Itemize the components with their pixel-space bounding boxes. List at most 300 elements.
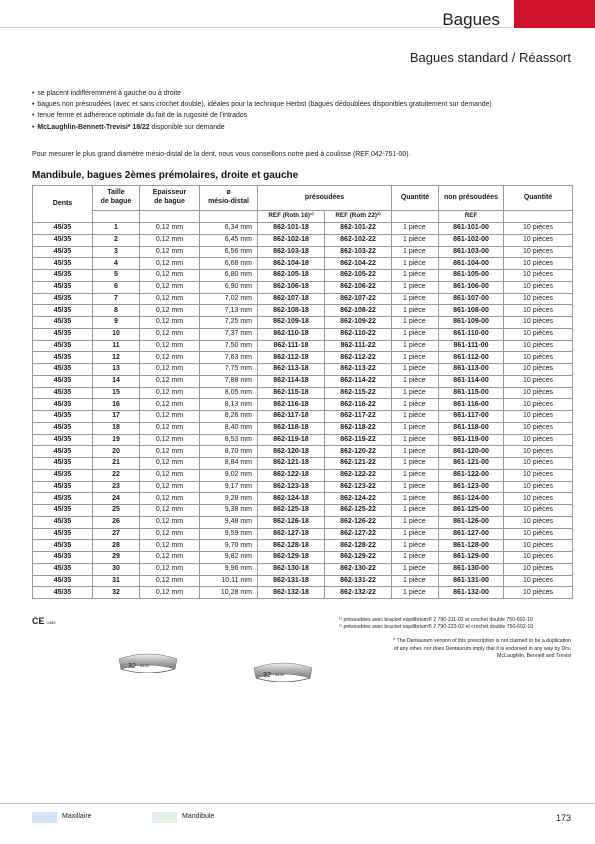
cell-ref-roth-22: 862-113-22 (325, 364, 392, 376)
cell-quantite-2: 10 pièces (504, 469, 573, 481)
cell-epaisseur: 0,12 mm (140, 399, 200, 411)
cell-diametre: 10,11 mm (200, 575, 258, 587)
cell-dents: 45/35 (33, 505, 93, 517)
feature-item: • bagues non présoudées (avec et sans crochet double), idéales pour la technique Herbst (bagues dédoublées disponibles gratuitement sur demande) (32, 99, 492, 110)
cell-ref-non-presoudee: 861-122-00 (439, 469, 504, 481)
cell-ref-roth-18: 862-103-18 (258, 246, 325, 258)
cell-epaisseur: 0,12 mm (140, 411, 200, 423)
cell-ref-roth-22: 862-120-22 (325, 446, 392, 458)
table-row (33, 505, 573, 517)
cell-dents: 45/35 (33, 493, 93, 505)
cell-quantite-2: 10 pièces (504, 305, 573, 317)
cell-taille: 6 (93, 281, 140, 293)
feature-list (32, 88, 492, 133)
cell-epaisseur: 0,12 mm (140, 552, 200, 564)
table-row (33, 469, 573, 481)
table-body (33, 223, 573, 599)
cell-ref-roth-18: 862-102-18 (258, 234, 325, 246)
cell-ref-roth-18: 862-112-18 (258, 352, 325, 364)
cell-ref-non-presoudee: 861-132-00 (439, 587, 504, 599)
cell-diametre: 9,96 mm (200, 563, 258, 575)
cell-quantite-2: 10 pièces (504, 387, 573, 399)
cell-dents: 45/35 (33, 364, 93, 376)
cell-diametre: 6,34 mm (200, 223, 258, 235)
cell-ref-roth-22: 862-106-22 (325, 281, 392, 293)
cell-quantite: 1 pièce (392, 328, 439, 340)
cell-ref-roth-18: 862-101-18 (258, 223, 325, 235)
cell-ref-roth-22: 862-122-22 (325, 469, 392, 481)
cell-diametre: 7,02 mm (200, 293, 258, 305)
cell-ref-roth-18: 862-123-18 (258, 481, 325, 493)
cell-quantite: 1 pièce (392, 399, 439, 411)
cell-diametre: 7,63 mm (200, 352, 258, 364)
cell-ref-roth-22: 862-116-22 (325, 399, 392, 411)
cell-quantite: 1 pièce (392, 528, 439, 540)
cell-ref-non-presoudee: 861-113-00 (439, 364, 504, 376)
cell-ref-roth-18: 862-117-18 (258, 411, 325, 423)
cell-ref-non-presoudee: 861-126-00 (439, 516, 504, 528)
cell-diametre: 6,68 mm (200, 258, 258, 270)
cell-ref-non-presoudee: 861-119-00 (439, 434, 504, 446)
cell-diametre: 6,56 mm (200, 246, 258, 258)
cell-quantite: 1 pièce (392, 587, 439, 599)
col-header-diametre: ø mésio-distal (200, 186, 258, 211)
cell-ref-non-presoudee: 861-101-00 (439, 223, 504, 235)
page-header-title: Bagues (442, 10, 500, 29)
cell-diametre: 9,59 mm (200, 528, 258, 540)
subheader-empty (392, 211, 439, 223)
cell-ref-non-presoudee: 861-112-00 (439, 352, 504, 364)
measure-note: Pour mesurer le plus grand diamètre mésio-distal de la dent, nous vous conseillons notre pied à coulisse (REF 042-751-00). (32, 151, 411, 158)
header-rule (0, 27, 512, 28)
cell-quantite: 1 pièce (392, 387, 439, 399)
table-row (33, 434, 573, 446)
cell-taille: 11 (93, 340, 140, 352)
subheader-empty (200, 211, 258, 223)
cell-quantite-2: 10 pièces (504, 234, 573, 246)
cell-quantite-2: 10 pièces (504, 375, 573, 387)
cell-ref-non-presoudee: 861-117-00 (439, 411, 504, 423)
cell-quantite: 1 pièce (392, 281, 439, 293)
cell-quantite-2: 10 pièces (504, 505, 573, 517)
cell-diametre: 9,28 mm (200, 493, 258, 505)
cell-epaisseur: 0,12 mm (140, 340, 200, 352)
cell-dents: 45/35 (33, 246, 93, 258)
table-row (33, 293, 573, 305)
cell-quantite: 1 pièce (392, 258, 439, 270)
cell-epaisseur: 0,12 mm (140, 246, 200, 258)
cell-diametre: 6,90 mm (200, 281, 258, 293)
cell-quantite-2: 10 pièces (504, 493, 573, 505)
cell-epaisseur: 0,12 mm (140, 317, 200, 329)
cell-taille: 12 (93, 352, 140, 364)
cell-quantite-2: 10 pièces (504, 540, 573, 552)
cell-ref-roth-22: 862-103-22 (325, 246, 392, 258)
cell-ref-roth-22: 862-118-22 (325, 422, 392, 434)
cell-quantite: 1 pièce (392, 223, 439, 235)
cell-ref-non-presoudee: 861-131-00 (439, 575, 504, 587)
cell-dents: 45/35 (33, 375, 93, 387)
cell-taille: 5 (93, 270, 140, 282)
table-row (33, 305, 573, 317)
orthodontic-band-image-2 (248, 660, 318, 682)
cell-ref-roth-18: 862-126-18 (258, 516, 325, 528)
col-header-presoudees: présoudées (258, 186, 392, 211)
cell-diametre: 7,75 mm (200, 364, 258, 376)
cell-taille: 29 (93, 552, 140, 564)
cell-ref-non-presoudee: 861-125-00 (439, 505, 504, 517)
cell-quantite: 1 pièce (392, 364, 439, 376)
cell-ref-roth-22: 862-121-22 (325, 458, 392, 470)
cell-taille: 8 (93, 305, 140, 317)
cell-ref-roth-22: 862-126-22 (325, 516, 392, 528)
subheader-empty (140, 211, 200, 223)
ce-mark: CE 0483 (32, 616, 56, 626)
cell-quantite: 1 pièce (392, 552, 439, 564)
cell-diametre: 8,05 mm (200, 387, 258, 399)
col-header-taille: Taille de bague (93, 186, 140, 211)
cell-epaisseur: 0,12 mm (140, 575, 200, 587)
cell-ref-roth-18: 862-104-18 (258, 258, 325, 270)
svg-text:5445: 5445 (140, 663, 149, 668)
cell-taille: 4 (93, 258, 140, 270)
cell-quantite: 1 pièce (392, 293, 439, 305)
cell-ref-roth-18: 862-132-18 (258, 587, 325, 599)
cell-dents: 45/35 (33, 575, 93, 587)
cell-diametre: 6,80 mm (200, 270, 258, 282)
cell-dents: 45/35 (33, 422, 93, 434)
feature-item: • tenue ferme et adhérence optimale du fait de la rugosité de l'intrados (32, 110, 492, 121)
cell-epaisseur: 0,12 mm (140, 387, 200, 399)
cell-epaisseur: 0,12 mm (140, 422, 200, 434)
cell-quantite-2: 10 pièces (504, 552, 573, 564)
cell-ref-roth-22: 862-110-22 (325, 328, 392, 340)
cell-dents: 45/35 (33, 223, 93, 235)
cell-quantite-2: 10 pièces (504, 317, 573, 329)
cell-quantite-2: 10 pièces (504, 528, 573, 540)
cell-taille: 10 (93, 328, 140, 340)
table-row (33, 493, 573, 505)
cell-ref-non-presoudee: 861-110-00 (439, 328, 504, 340)
cell-ref-non-presoudee: 861-106-00 (439, 281, 504, 293)
cell-diametre: 8,40 mm (200, 422, 258, 434)
cell-quantite-2: 10 pièces (504, 223, 573, 235)
cell-ref-non-presoudee: 861-127-00 (439, 528, 504, 540)
cell-quantite: 1 pièce (392, 469, 439, 481)
cell-dents: 45/35 (33, 305, 93, 317)
cell-quantite-2: 10 pièces (504, 364, 573, 376)
cell-ref-roth-18: 862-111-18 (258, 340, 325, 352)
product-table (32, 185, 573, 599)
cell-ref-roth-22: 862-129-22 (325, 552, 392, 564)
cell-epaisseur: 0,12 mm (140, 352, 200, 364)
cell-quantite: 1 pièce (392, 246, 439, 258)
cell-taille: 13 (93, 364, 140, 376)
cell-diametre: 9,17 mm (200, 481, 258, 493)
table-row (33, 246, 573, 258)
table-row (33, 422, 573, 434)
cell-taille: 14 (93, 375, 140, 387)
subheader-empty (93, 211, 140, 223)
cell-diametre: 9,38 mm (200, 505, 258, 517)
cell-epaisseur: 0,12 mm (140, 270, 200, 282)
cell-epaisseur: 0,12 mm (140, 364, 200, 376)
cell-ref-roth-22: 862-123-22 (325, 481, 392, 493)
table-row (33, 352, 573, 364)
cell-quantite-2: 10 pièces (504, 422, 573, 434)
cell-ref-roth-22: 862-108-22 (325, 305, 392, 317)
cell-epaisseur: 0,12 mm (140, 528, 200, 540)
cell-taille: 25 (93, 505, 140, 517)
table-row (33, 270, 573, 282)
cell-ref-roth-22: 862-109-22 (325, 317, 392, 329)
cell-dents: 45/35 (33, 469, 93, 481)
cell-dents: 45/35 (33, 446, 93, 458)
cell-dents: 45/35 (33, 270, 93, 282)
cell-ref-roth-18: 862-116-18 (258, 399, 325, 411)
cell-ref-roth-22: 862-128-22 (325, 540, 392, 552)
cell-epaisseur: 0,12 mm (140, 446, 200, 458)
cell-diametre: 9,48 mm (200, 516, 258, 528)
svg-text:5445: 5445 (275, 672, 284, 677)
legend-label-mandibule: Mandibule (182, 813, 215, 820)
cell-dents: 45/35 (33, 281, 93, 293)
cell-quantite-2: 10 pièces (504, 258, 573, 270)
cell-ref-non-presoudee: 861-109-00 (439, 317, 504, 329)
cell-ref-non-presoudee: 861-116-00 (439, 399, 504, 411)
table-row (33, 446, 573, 458)
table-row (33, 481, 573, 493)
col-header-quantite-2: Quantité (504, 186, 573, 211)
subheader-ref-roth-18: REF (Roth 18)¹⁾ (258, 211, 325, 223)
subheader-empty (504, 211, 573, 223)
cell-ref-roth-18: 862-125-18 (258, 505, 325, 517)
cell-taille: 28 (93, 540, 140, 552)
cell-ref-roth-18: 862-110-18 (258, 328, 325, 340)
cell-ref-non-presoudee: 861-128-00 (439, 540, 504, 552)
cell-ref-roth-18: 862-118-18 (258, 422, 325, 434)
cell-taille: 32 (93, 587, 140, 599)
cell-epaisseur: 0,12 mm (140, 293, 200, 305)
cell-quantite-2: 10 pièces (504, 281, 573, 293)
cell-ref-roth-18: 862-113-18 (258, 364, 325, 376)
table-row (33, 587, 573, 599)
cell-quantite-2: 10 pièces (504, 246, 573, 258)
cell-ref-non-presoudee: 861-111-00 (439, 340, 504, 352)
table-row (33, 234, 573, 246)
cell-dents: 45/35 (33, 317, 93, 329)
cell-ref-roth-22: 862-101-22 (325, 223, 392, 235)
table-row (33, 563, 573, 575)
cell-ref-roth-22: 862-117-22 (325, 411, 392, 423)
cell-quantite-2: 10 pièces (504, 434, 573, 446)
cell-quantite-2: 10 pièces (504, 575, 573, 587)
cell-ref-roth-22: 862-111-22 (325, 340, 392, 352)
cell-ref-roth-22: 862-130-22 (325, 563, 392, 575)
cell-quantite-2: 10 pièces (504, 587, 573, 599)
cell-diametre: 7,88 mm (200, 375, 258, 387)
cell-dents: 45/35 (33, 387, 93, 399)
cell-taille: 1 (93, 223, 140, 235)
cell-ref-non-presoudee: 861-104-00 (439, 258, 504, 270)
cell-ref-non-presoudee: 861-129-00 (439, 552, 504, 564)
table-row (33, 375, 573, 387)
cell-dents: 45/35 (33, 340, 93, 352)
cell-diametre: 8,26 mm (200, 411, 258, 423)
cell-ref-roth-22: 862-124-22 (325, 493, 392, 505)
cell-quantite: 1 pièce (392, 516, 439, 528)
page-number: 173 (555, 813, 571, 823)
cell-dents: 45/35 (33, 528, 93, 540)
cell-dents: 45/35 (33, 293, 93, 305)
cell-ref-roth-22: 862-105-22 (325, 270, 392, 282)
cell-diametre: 10,28 mm (200, 587, 258, 599)
cell-ref-roth-18: 862-105-18 (258, 270, 325, 282)
cell-diametre: 6,45 mm (200, 234, 258, 246)
cell-taille: 23 (93, 481, 140, 493)
cell-taille: 15 (93, 387, 140, 399)
cell-dents: 45/35 (33, 434, 93, 446)
cell-diametre: 9,70 mm (200, 540, 258, 552)
table-row (33, 399, 573, 411)
cell-ref-non-presoudee: 861-115-00 (439, 387, 504, 399)
table-row (33, 340, 573, 352)
cell-ref-roth-18: 862-121-18 (258, 458, 325, 470)
cell-taille: 9 (93, 317, 140, 329)
cell-ref-non-presoudee: 861-102-00 (439, 234, 504, 246)
table-row (33, 552, 573, 564)
table-row (33, 281, 573, 293)
legend-swatch-mandibule (152, 812, 177, 823)
cell-ref-roth-22: 862-131-22 (325, 575, 392, 587)
cell-dents: 45/35 (33, 399, 93, 411)
cell-epaisseur: 0,12 mm (140, 563, 200, 575)
cell-quantite-2: 10 pièces (504, 293, 573, 305)
cell-quantite-2: 10 pièces (504, 563, 573, 575)
cell-taille: 26 (93, 516, 140, 528)
cell-quantite: 1 pièce (392, 352, 439, 364)
table-row (33, 328, 573, 340)
cell-ref-roth-18: 862-106-18 (258, 281, 325, 293)
cell-ref-roth-18: 862-122-18 (258, 469, 325, 481)
table-row (33, 458, 573, 470)
cell-ref-roth-18: 862-107-18 (258, 293, 325, 305)
svg-text:32: 32 (128, 663, 136, 670)
cell-ref-roth-22: 862-107-22 (325, 293, 392, 305)
cell-quantite: 1 pièce (392, 411, 439, 423)
cell-ref-roth-18: 862-131-18 (258, 575, 325, 587)
cell-taille: 7 (93, 293, 140, 305)
cell-taille: 16 (93, 399, 140, 411)
table-row (33, 540, 573, 552)
cell-epaisseur: 0,12 mm (140, 587, 200, 599)
cell-quantite-2: 10 pièces (504, 340, 573, 352)
cell-ref-non-presoudee: 861-123-00 (439, 481, 504, 493)
cell-ref-roth-18: 862-128-18 (258, 540, 325, 552)
cell-quantite: 1 pièce (392, 540, 439, 552)
subheader-ref-roth-22: REF (Roth 22)²⁾ (325, 211, 392, 223)
cell-ref-non-presoudee: 861-124-00 (439, 493, 504, 505)
cell-epaisseur: 0,12 mm (140, 281, 200, 293)
band-illustration (248, 660, 318, 682)
cell-epaisseur: 0,12 mm (140, 234, 200, 246)
orthodontic-band-image-1 (113, 651, 183, 673)
cell-epaisseur: 0,12 mm (140, 328, 200, 340)
cell-ref-roth-18: 862-124-18 (258, 493, 325, 505)
cell-quantite: 1 pièce (392, 505, 439, 517)
cell-epaisseur: 0,12 mm (140, 516, 200, 528)
cell-quantite-2: 10 pièces (504, 411, 573, 423)
cell-taille: 22 (93, 469, 140, 481)
table-row (33, 258, 573, 270)
cell-quantite: 1 pièce (392, 234, 439, 246)
cell-dents: 45/35 (33, 563, 93, 575)
col-header-non-presoudees: non présoudées (439, 186, 504, 211)
feature-item: • McLaughlin-Bennett-Trevisi* 18/22 disponible sur demande (32, 122, 492, 133)
cell-ref-roth-18: 862-109-18 (258, 317, 325, 329)
cell-ref-roth-22: 862-102-22 (325, 234, 392, 246)
cell-diametre: 8,13 mm (200, 399, 258, 411)
cell-quantite: 1 pièce (392, 422, 439, 434)
cell-epaisseur: 0,12 mm (140, 434, 200, 446)
cell-quantite: 1 pièce (392, 481, 439, 493)
footer-rule (0, 803, 595, 804)
col-header-epaisseur: Epaisseur de bague (140, 186, 200, 211)
footnote-2: ²⁾ présoudées avec bracket equilibrium® 2 790-223-02 et crochet double 750-602-10 (339, 624, 534, 631)
cell-ref-roth-22: 862-104-22 (325, 258, 392, 270)
cell-quantite-2: 10 pièces (504, 446, 573, 458)
section-title: Mandibule, bagues 2èmes prémolaires, droite et gauche (32, 170, 299, 181)
cell-dents: 45/35 (33, 328, 93, 340)
cell-epaisseur: 0,12 mm (140, 375, 200, 387)
trevisi-disclaimer: * The Dentaurum version of this prescription is not claimed to be a duplication of any other, nor does Dentaurum imply that it is endorsed in any way by Drs. McLaughlin, Bennett and Trevisi (393, 638, 571, 660)
cell-diametre: 7,25 mm (200, 317, 258, 329)
subheader-ref: REF (439, 211, 504, 223)
cell-quantite: 1 pièce (392, 434, 439, 446)
legend-swatch-maxillaire (32, 812, 57, 823)
cell-ref-roth-22: 862-112-22 (325, 352, 392, 364)
cell-quantite: 1 pièce (392, 270, 439, 282)
table-row (33, 411, 573, 423)
col-header-quantite: Quantité (392, 186, 439, 211)
cell-quantite-2: 10 pièces (504, 352, 573, 364)
cell-ref-roth-22: 862-127-22 (325, 528, 392, 540)
cell-quantite-2: 10 pièces (504, 399, 573, 411)
cell-dents: 45/35 (33, 481, 93, 493)
cell-diametre: 9,02 mm (200, 469, 258, 481)
cell-ref-roth-22: 862-125-22 (325, 505, 392, 517)
cell-quantite-2: 10 pièces (504, 458, 573, 470)
cell-epaisseur: 0,12 mm (140, 505, 200, 517)
cell-diametre: 7,37 mm (200, 328, 258, 340)
cell-ref-roth-18: 862-129-18 (258, 552, 325, 564)
col-header-dents: Dents (33, 186, 93, 223)
cell-epaisseur: 0,12 mm (140, 258, 200, 270)
cell-quantite: 1 pièce (392, 575, 439, 587)
cell-diametre: 8,84 mm (200, 458, 258, 470)
cell-quantite: 1 pièce (392, 446, 439, 458)
footnotes (339, 617, 571, 632)
cell-ref-non-presoudee: 861-107-00 (439, 293, 504, 305)
cell-ref-roth-18: 862-127-18 (258, 528, 325, 540)
cell-ref-non-presoudee: 861-105-00 (439, 270, 504, 282)
cell-ref-roth-18: 862-119-18 (258, 434, 325, 446)
cell-quantite: 1 pièce (392, 458, 439, 470)
cell-quantite-2: 10 pièces (504, 270, 573, 282)
cell-quantite: 1 pièce (392, 317, 439, 329)
cell-ref-roth-22: 862-119-22 (325, 434, 392, 446)
cell-taille: 2 (93, 234, 140, 246)
